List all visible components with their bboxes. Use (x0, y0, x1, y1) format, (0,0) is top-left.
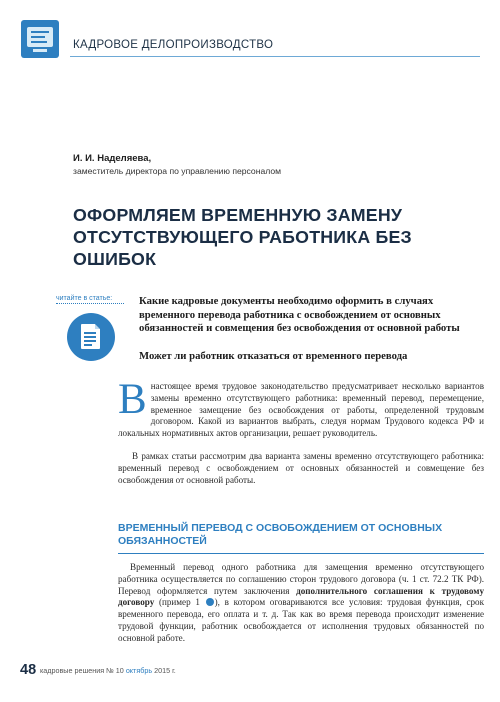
teaser-item-2: Может ли работник отказаться от временного перевода (139, 350, 408, 362)
read-in-article-divider (56, 303, 124, 304)
p3-text-after: ), в котором оговариваются все условия: трудовая функция, срок временного перевода, его оплата и т. д. Так как во время перевода происходит изменение трудовой функции, работник освобождается от исполнения трудовых обязанностей по основной работе. (118, 597, 484, 643)
footer-year: 2015 г. (154, 666, 176, 675)
article-title (73, 204, 483, 270)
journal-logo-icon (21, 20, 59, 58)
read-in-article-label: читайте в статье: (56, 295, 113, 302)
teaser-item-1: Какие кадровые документы необходимо оформить в случаях временного перевода работника с освобождением от основных обязанностей и совмещения без освобождения от основной работы (139, 295, 460, 335)
page-number: 48 (20, 662, 37, 678)
paragraph-2: В рамках статьи рассмотрим два варианта замены временно отсутствующего работника: временный перевод с освобождением от основных обязанностей и совмещение без освобождения от основной работы. (118, 451, 484, 485)
article-title-line2: ОТСУТСТВУЮЩЕГО РАБОТНИКА БЕЗ ОШИБОК (73, 227, 412, 269)
p3-example-ref: (пример 1 (154, 597, 200, 608)
example-link-icon[interactable] (206, 598, 214, 606)
intro-paragraph (118, 376, 484, 440)
article-title-line1: ОФОРМЛЯЕМ ВРЕМЕННУЮ ЗАМЕНУ (73, 205, 403, 225)
intro-text: настоящее время трудовое законодательство предусматривает несколько вариантов замены временно отсутствующего работника: временный перевод, перемещение, временное замещение без освобождения от работы, определенной трудовым договором. Какой из вариантов выбрать, следуя нормам Трудового кодекса РФ и локальных нормативных актов организации, решает руководитель. (118, 381, 484, 439)
section-title: КАДРОВОЕ ДЕЛОПРОИЗВОДСТВО (73, 39, 274, 51)
drop-cap: В (118, 376, 147, 423)
paragraph-3 (118, 562, 484, 645)
p3-bold-text: дополнительного соглашения к трудовому договору (118, 585, 484, 608)
section-divider (118, 553, 484, 554)
p3-text-before: Временный перевод одного работника для замещения временно отсутствующего работника осуществляется по соглашению сторон трудового договора (ч. 1 ст. 72.2 ТК РФ). Перевод оформляется путем заключения (118, 562, 484, 596)
footer-journal (40, 666, 176, 675)
author-name: И. И. Наделяева, (73, 153, 152, 164)
document-icon (67, 313, 115, 361)
section-heading: ВРЕМЕННЫЙ ПЕРЕВОД С ОСВОБОЖДЕНИЕМ ОТ ОСНОВНЫХ ОБЯЗАННОСТЕЙ (118, 522, 443, 547)
author-role: заместитель директора по управлению персоналом (73, 166, 282, 176)
header-divider (70, 56, 480, 57)
footer-month: октябрь (125, 666, 153, 675)
footer-journal-name: кадровые решения № 10 (40, 666, 124, 675)
